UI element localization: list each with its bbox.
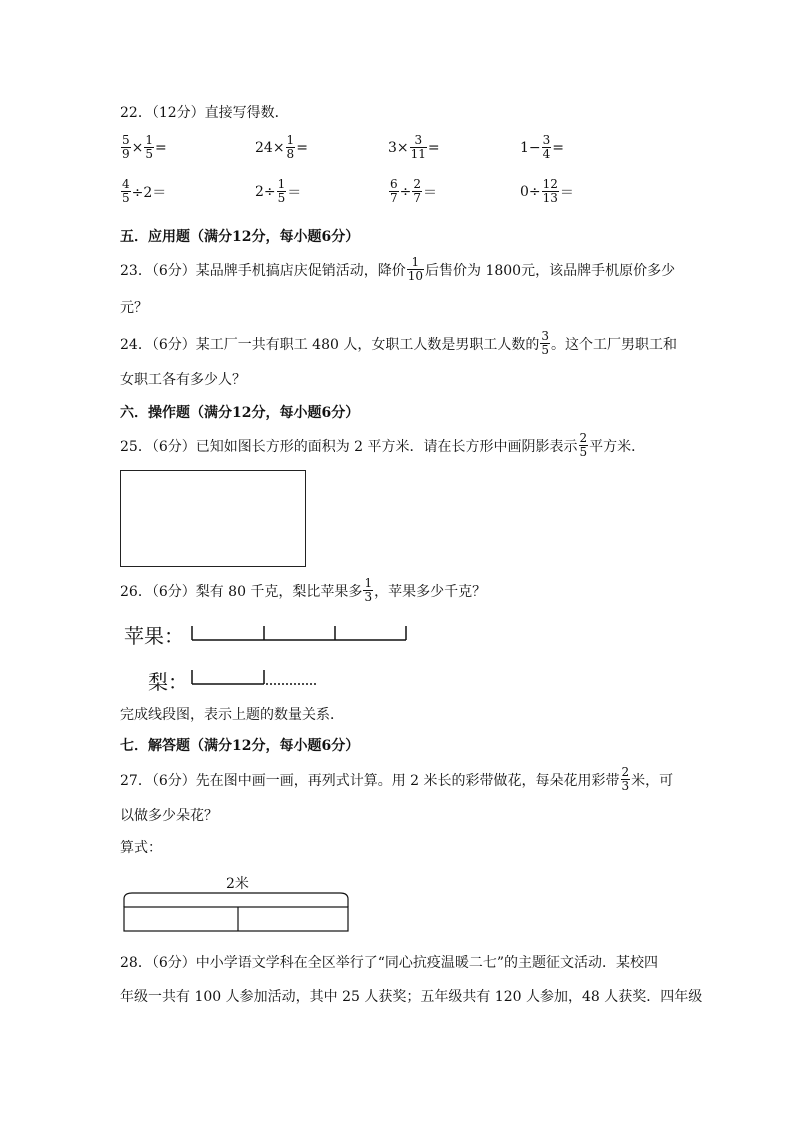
q22-expr-8: 0÷ $\frac{12}{13}$ ＝ xyxy=(520,177,574,205)
rectangle-figure[interactable] xyxy=(120,470,306,567)
fraction: $\frac{2}{5}$ xyxy=(579,431,588,459)
q24-line-2: 女职工各有多少人？ xyxy=(120,372,246,388)
q22-title: 22．（12分）直接写得数． xyxy=(120,105,289,121)
q22-expr-3: 3× $\frac{3}{11}$ = xyxy=(388,133,440,161)
fraction: $\frac{6}{7}$ xyxy=(390,177,398,205)
q22-expr-7: $\frac{6}{7}$ ÷ $\frac{2}{7}$ ＝ xyxy=(390,177,438,205)
q26-note: 完成线段图，表示上题的数量关系． xyxy=(120,707,344,723)
ribbon-bar-diagram xyxy=(122,891,352,935)
q23-line-1: 23．（6分）某品牌手机搞店庆促销活动，降价 $\frac{1}{10}$ 后售价为 1800元，该品牌手机原价多少 xyxy=(120,255,676,283)
fraction: $\frac{4}{5}$ xyxy=(122,177,130,205)
q27-line-2: 以做多少朵花？ xyxy=(120,808,218,824)
q27-formula-label: 算式： xyxy=(120,840,162,856)
q25-line: 25．（6分）已知如图长方形的面积为 2 平方米．请在长方形中画阴影表示 $\frac{2}{5}$ 平方米． xyxy=(120,431,646,459)
fraction: $\frac{5}{9}$ xyxy=(122,133,130,161)
q24-line-1: 24．（6分）某工厂一共有职工 480 人，女职工人数是男职工人数的 $\frac{3}{5}$ 。这个工厂男职工和 xyxy=(120,329,677,357)
q22-expr-6: 2÷ $\frac{1}{5}$ ＝ xyxy=(255,177,302,205)
apple-label: 苹果： xyxy=(124,624,184,648)
q22-expr-2: 24× $\frac{1}{8}$ = xyxy=(255,133,308,161)
q28-line-1: 28．（6分）中小学语文学科在全区举行了“同心抗疫温暖二七”的主题征文活动．某校四 xyxy=(120,955,659,971)
section-6-heading: 六．操作题（满分12分，每小题6分） xyxy=(120,405,360,421)
fraction: $\frac{1}{8}$ xyxy=(286,133,295,161)
fraction: $\frac{1}{5}$ xyxy=(145,133,154,161)
apple-segment-diagram xyxy=(190,624,410,644)
q28-line-2: 年级一共有 100 人参加活动，其中 25 人获奖；五年级共有 120 人参加，48 人获奖．四年级 xyxy=(120,989,703,1005)
q23-line-2: 元？ xyxy=(120,300,148,316)
section-7-heading: 七．解答题（满分12分，每小题6分） xyxy=(120,738,360,754)
section-5-heading: 五．应用题（满分12分，每小题6分） xyxy=(120,229,360,245)
q22-expr-5: $\frac{4}{5}$ ÷2＝ xyxy=(122,177,167,205)
fraction: $\frac{3}{11}$ xyxy=(410,133,426,161)
fraction: $\frac{1}{5}$ xyxy=(277,177,286,205)
pear-segment-diagram xyxy=(190,668,320,688)
q26-line: 26．（6分）梨有 80 千克，梨比苹果多 $\frac{1}{3}$ ，苹果多少千克？ xyxy=(120,576,487,604)
q27-line-1: 27．（6分）先在图中画一画，再列式计算。用 2 米长的彩带做花，每朵花用彩带 $\frac{2}{3}$ 米，可 xyxy=(120,765,674,793)
q22-expr-4: 1− $\frac{3}{4}$ = xyxy=(520,133,565,161)
q22-expr-1: $\frac{5}{9}$ × $\frac{1}{5}$ = xyxy=(122,133,167,161)
fraction: $\frac{1}{10}$ xyxy=(407,255,424,283)
fraction: $\frac{3}{5}$ xyxy=(541,329,549,357)
fraction: $\frac{2}{7}$ xyxy=(413,177,422,205)
bar-length-label: 2米 xyxy=(226,876,249,892)
ribbon-bar xyxy=(124,907,348,931)
fraction: $\frac{1}{3}$ xyxy=(364,576,373,604)
bar-brace xyxy=(124,893,348,907)
fraction: $\frac{2}{3}$ xyxy=(621,765,630,793)
fraction: $\frac{3}{4}$ xyxy=(542,133,551,161)
pear-label: 梨： xyxy=(148,670,188,694)
fraction: $\frac{12}{13}$ xyxy=(542,177,558,205)
